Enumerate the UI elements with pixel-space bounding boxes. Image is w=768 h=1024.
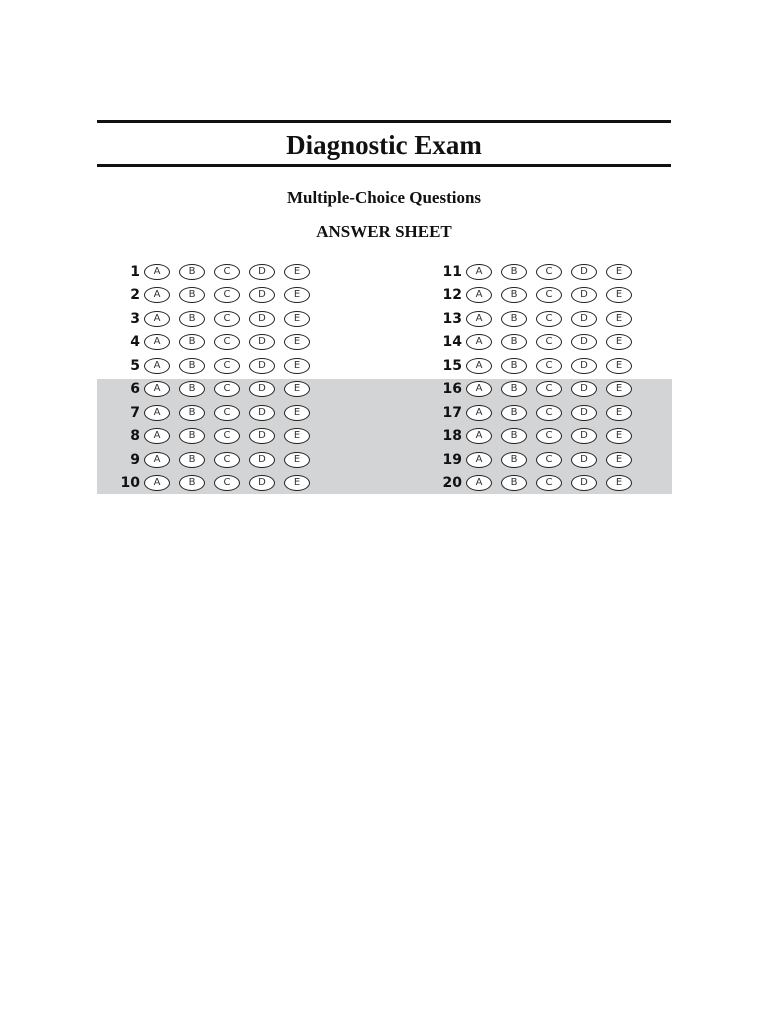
answer-bubble-b[interactable]: B [179, 475, 205, 491]
answer-bubble-b[interactable]: B [179, 334, 205, 350]
answer-bubble-b[interactable]: B [501, 475, 527, 491]
question-number: 6 [130, 381, 140, 398]
answer-bubble-c[interactable]: C [214, 452, 240, 468]
answer-bubble-c[interactable]: C [536, 475, 562, 491]
answer-bubble-b[interactable]: B [179, 311, 205, 327]
answer-bubble-b[interactable]: B [179, 405, 205, 421]
answer-bubble-c[interactable]: C [536, 405, 562, 421]
answer-bubble-a[interactable]: A [466, 358, 492, 374]
answer-bubble-d[interactable]: D [571, 405, 597, 421]
answer-bubble-c[interactable]: C [214, 311, 240, 327]
answer-bubble-b[interactable]: B [501, 334, 527, 350]
answer-bubble-e[interactable]: E [284, 311, 310, 327]
answer-bubble-b[interactable]: B [501, 381, 527, 397]
answer-bubble-e[interactable]: E [284, 428, 310, 444]
answer-bubble-b[interactable]: B [501, 311, 527, 327]
answer-bubble-b[interactable]: B [179, 452, 205, 468]
answer-bubble-a[interactable]: A [144, 475, 170, 491]
question-row [110, 260, 319, 284]
question-row [110, 307, 319, 331]
answer-bubble-b[interactable]: B [179, 358, 205, 374]
question-row [432, 448, 641, 472]
question-row [110, 448, 319, 472]
answer-bubble-e[interactable]: E [606, 287, 632, 303]
answer-bubble-e[interactable]: E [606, 475, 632, 491]
question-row [110, 354, 319, 378]
answer-bubble-e[interactable]: E [606, 381, 632, 397]
answer-bubble-e[interactable]: E [284, 452, 310, 468]
answer-bubble-d[interactable]: D [249, 311, 275, 327]
answer-bubble-c[interactable]: C [536, 452, 562, 468]
answer-bubble-c[interactable]: C [214, 381, 240, 397]
question-row [110, 331, 319, 355]
answer-bubble-b[interactable]: B [179, 428, 205, 444]
page-title: Diagnostic Exam [286, 130, 482, 160]
question-row [432, 260, 641, 284]
question-number: 11 [442, 263, 462, 280]
question-row [110, 378, 319, 402]
answer-bubble-e[interactable]: E [606, 452, 632, 468]
answer-bubble-a[interactable]: A [144, 264, 170, 280]
answer-bubble-d[interactable]: D [571, 358, 597, 374]
question-row [432, 331, 641, 355]
question-number: 3 [130, 310, 140, 327]
answer-sheet-label: ANSWER SHEET [316, 222, 452, 241]
answer-bubble-c[interactable]: C [536, 358, 562, 374]
question-row [110, 425, 319, 449]
section-subtitle: Multiple-Choice Questions [286, 188, 482, 207]
answer-bubble-c[interactable]: C [536, 311, 562, 327]
question-number: 13 [442, 310, 462, 327]
question-number: 5 [130, 357, 140, 374]
answer-bubble-e[interactable]: E [606, 358, 632, 374]
question-row [432, 284, 641, 308]
answer-bubble-d[interactable]: D [571, 264, 597, 280]
answer-bubble-b[interactable]: B [501, 264, 527, 280]
answer-bubble-b[interactable]: B [501, 287, 527, 303]
answer-column-right [432, 260, 641, 495]
answer-bubble-b[interactable]: B [179, 264, 205, 280]
bottom-rule [97, 164, 671, 167]
answer-bubble-a[interactable]: A [466, 428, 492, 444]
answer-bubble-b[interactable]: B [501, 358, 527, 374]
answer-bubble-e[interactable]: E [606, 334, 632, 350]
answer-bubble-c[interactable]: C [536, 334, 562, 350]
question-number: 18 [442, 428, 462, 445]
question-number: 12 [442, 287, 462, 304]
question-number: 20 [442, 475, 462, 492]
answer-bubble-a[interactable]: A [144, 358, 170, 374]
answer-bubble-c[interactable]: C [214, 405, 240, 421]
question-row [110, 401, 319, 425]
question-number: 9 [130, 451, 140, 468]
answer-bubble-a[interactable]: A [144, 287, 170, 303]
answer-bubble-e[interactable]: E [606, 405, 632, 421]
answer-bubble-d[interactable]: D [571, 452, 597, 468]
question-number: 15 [442, 357, 462, 374]
answer-bubble-a[interactable]: A [466, 334, 492, 350]
question-row [432, 425, 641, 449]
question-number: 17 [442, 404, 462, 421]
answer-bubble-a[interactable]: A [144, 452, 170, 468]
question-number: 2 [130, 287, 140, 304]
answer-bubble-d[interactable]: D [249, 334, 275, 350]
question-number: 8 [130, 428, 140, 445]
answer-bubble-e[interactable]: E [606, 311, 632, 327]
answer-bubble-b[interactable]: B [501, 405, 527, 421]
question-row [432, 401, 641, 425]
question-number: 16 [442, 381, 462, 398]
answer-bubble-d[interactable]: D [249, 405, 275, 421]
question-row [432, 378, 641, 402]
answer-bubble-a[interactable]: A [144, 381, 170, 397]
answer-bubble-c[interactable]: C [214, 475, 240, 491]
answer-bubble-d[interactable]: D [249, 287, 275, 303]
answer-bubble-c[interactable]: C [536, 381, 562, 397]
answer-bubble-a[interactable]: A [466, 287, 492, 303]
answer-bubble-d[interactable]: D [249, 475, 275, 491]
question-row [432, 472, 641, 496]
answer-bubble-a[interactable]: A [466, 452, 492, 468]
answer-bubble-b[interactable]: B [179, 287, 205, 303]
answer-bubble-c[interactable]: C [214, 287, 240, 303]
answer-bubble-a[interactable]: A [466, 264, 492, 280]
answer-column-left [110, 260, 319, 495]
question-number: 14 [442, 334, 462, 351]
answer-bubble-d[interactable]: D [571, 381, 597, 397]
answer-bubble-b[interactable]: B [501, 428, 527, 444]
answer-bubble-e[interactable]: E [284, 358, 310, 374]
top-rule [97, 120, 671, 123]
answer-bubble-d[interactable]: D [249, 428, 275, 444]
answer-bubble-a[interactable]: A [144, 428, 170, 444]
answer-bubble-c[interactable]: C [214, 334, 240, 350]
answer-bubble-a[interactable]: A [466, 405, 492, 421]
answer-bubble-e[interactable]: E [284, 264, 310, 280]
answer-bubble-d[interactable]: D [571, 287, 597, 303]
question-row [110, 472, 319, 496]
answer-bubble-b[interactable]: B [501, 452, 527, 468]
answer-bubble-e[interactable]: E [606, 264, 632, 280]
answer-bubble-e[interactable]: E [284, 381, 310, 397]
answer-bubble-a[interactable]: A [466, 311, 492, 327]
answer-bubble-c[interactable]: C [214, 358, 240, 374]
question-number: 4 [130, 334, 140, 351]
answer-bubble-e[interactable]: E [284, 475, 310, 491]
question-row [432, 307, 641, 331]
answer-bubble-e[interactable]: E [284, 405, 310, 421]
answer-bubble-d[interactable]: D [571, 475, 597, 491]
answer-bubble-e[interactable]: E [606, 428, 632, 444]
answer-bubble-d[interactable]: D [249, 452, 275, 468]
answer-bubble-c[interactable]: C [536, 428, 562, 444]
answer-bubble-d[interactable]: D [571, 428, 597, 444]
answer-bubble-d[interactable]: D [571, 334, 597, 350]
question-number: 1 [130, 263, 140, 280]
answer-bubble-c[interactable]: C [214, 264, 240, 280]
answer-bubble-a[interactable]: A [144, 334, 170, 350]
answer-bubble-c[interactable]: C [214, 428, 240, 444]
question-row [432, 354, 641, 378]
answer-bubble-d[interactable]: D [249, 264, 275, 280]
question-number: 19 [442, 451, 462, 468]
answer-bubble-b[interactable]: B [179, 381, 205, 397]
answer-bubble-a[interactable]: A [466, 475, 492, 491]
answer-bubble-c[interactable]: C [536, 264, 562, 280]
question-number: 7 [130, 404, 140, 421]
answer-bubble-e[interactable]: E [284, 287, 310, 303]
answer-bubble-d[interactable]: D [571, 311, 597, 327]
question-row [110, 284, 319, 308]
question-number: 10 [120, 475, 140, 492]
answer-bubble-e[interactable]: E [284, 334, 310, 350]
answer-bubble-a[interactable]: A [144, 311, 170, 327]
answer-bubble-a[interactable]: A [466, 381, 492, 397]
answer-bubble-d[interactable]: D [249, 381, 275, 397]
answer-bubble-d[interactable]: D [249, 358, 275, 374]
answer-bubble-c[interactable]: C [536, 287, 562, 303]
answer-bubble-a[interactable]: A [144, 405, 170, 421]
